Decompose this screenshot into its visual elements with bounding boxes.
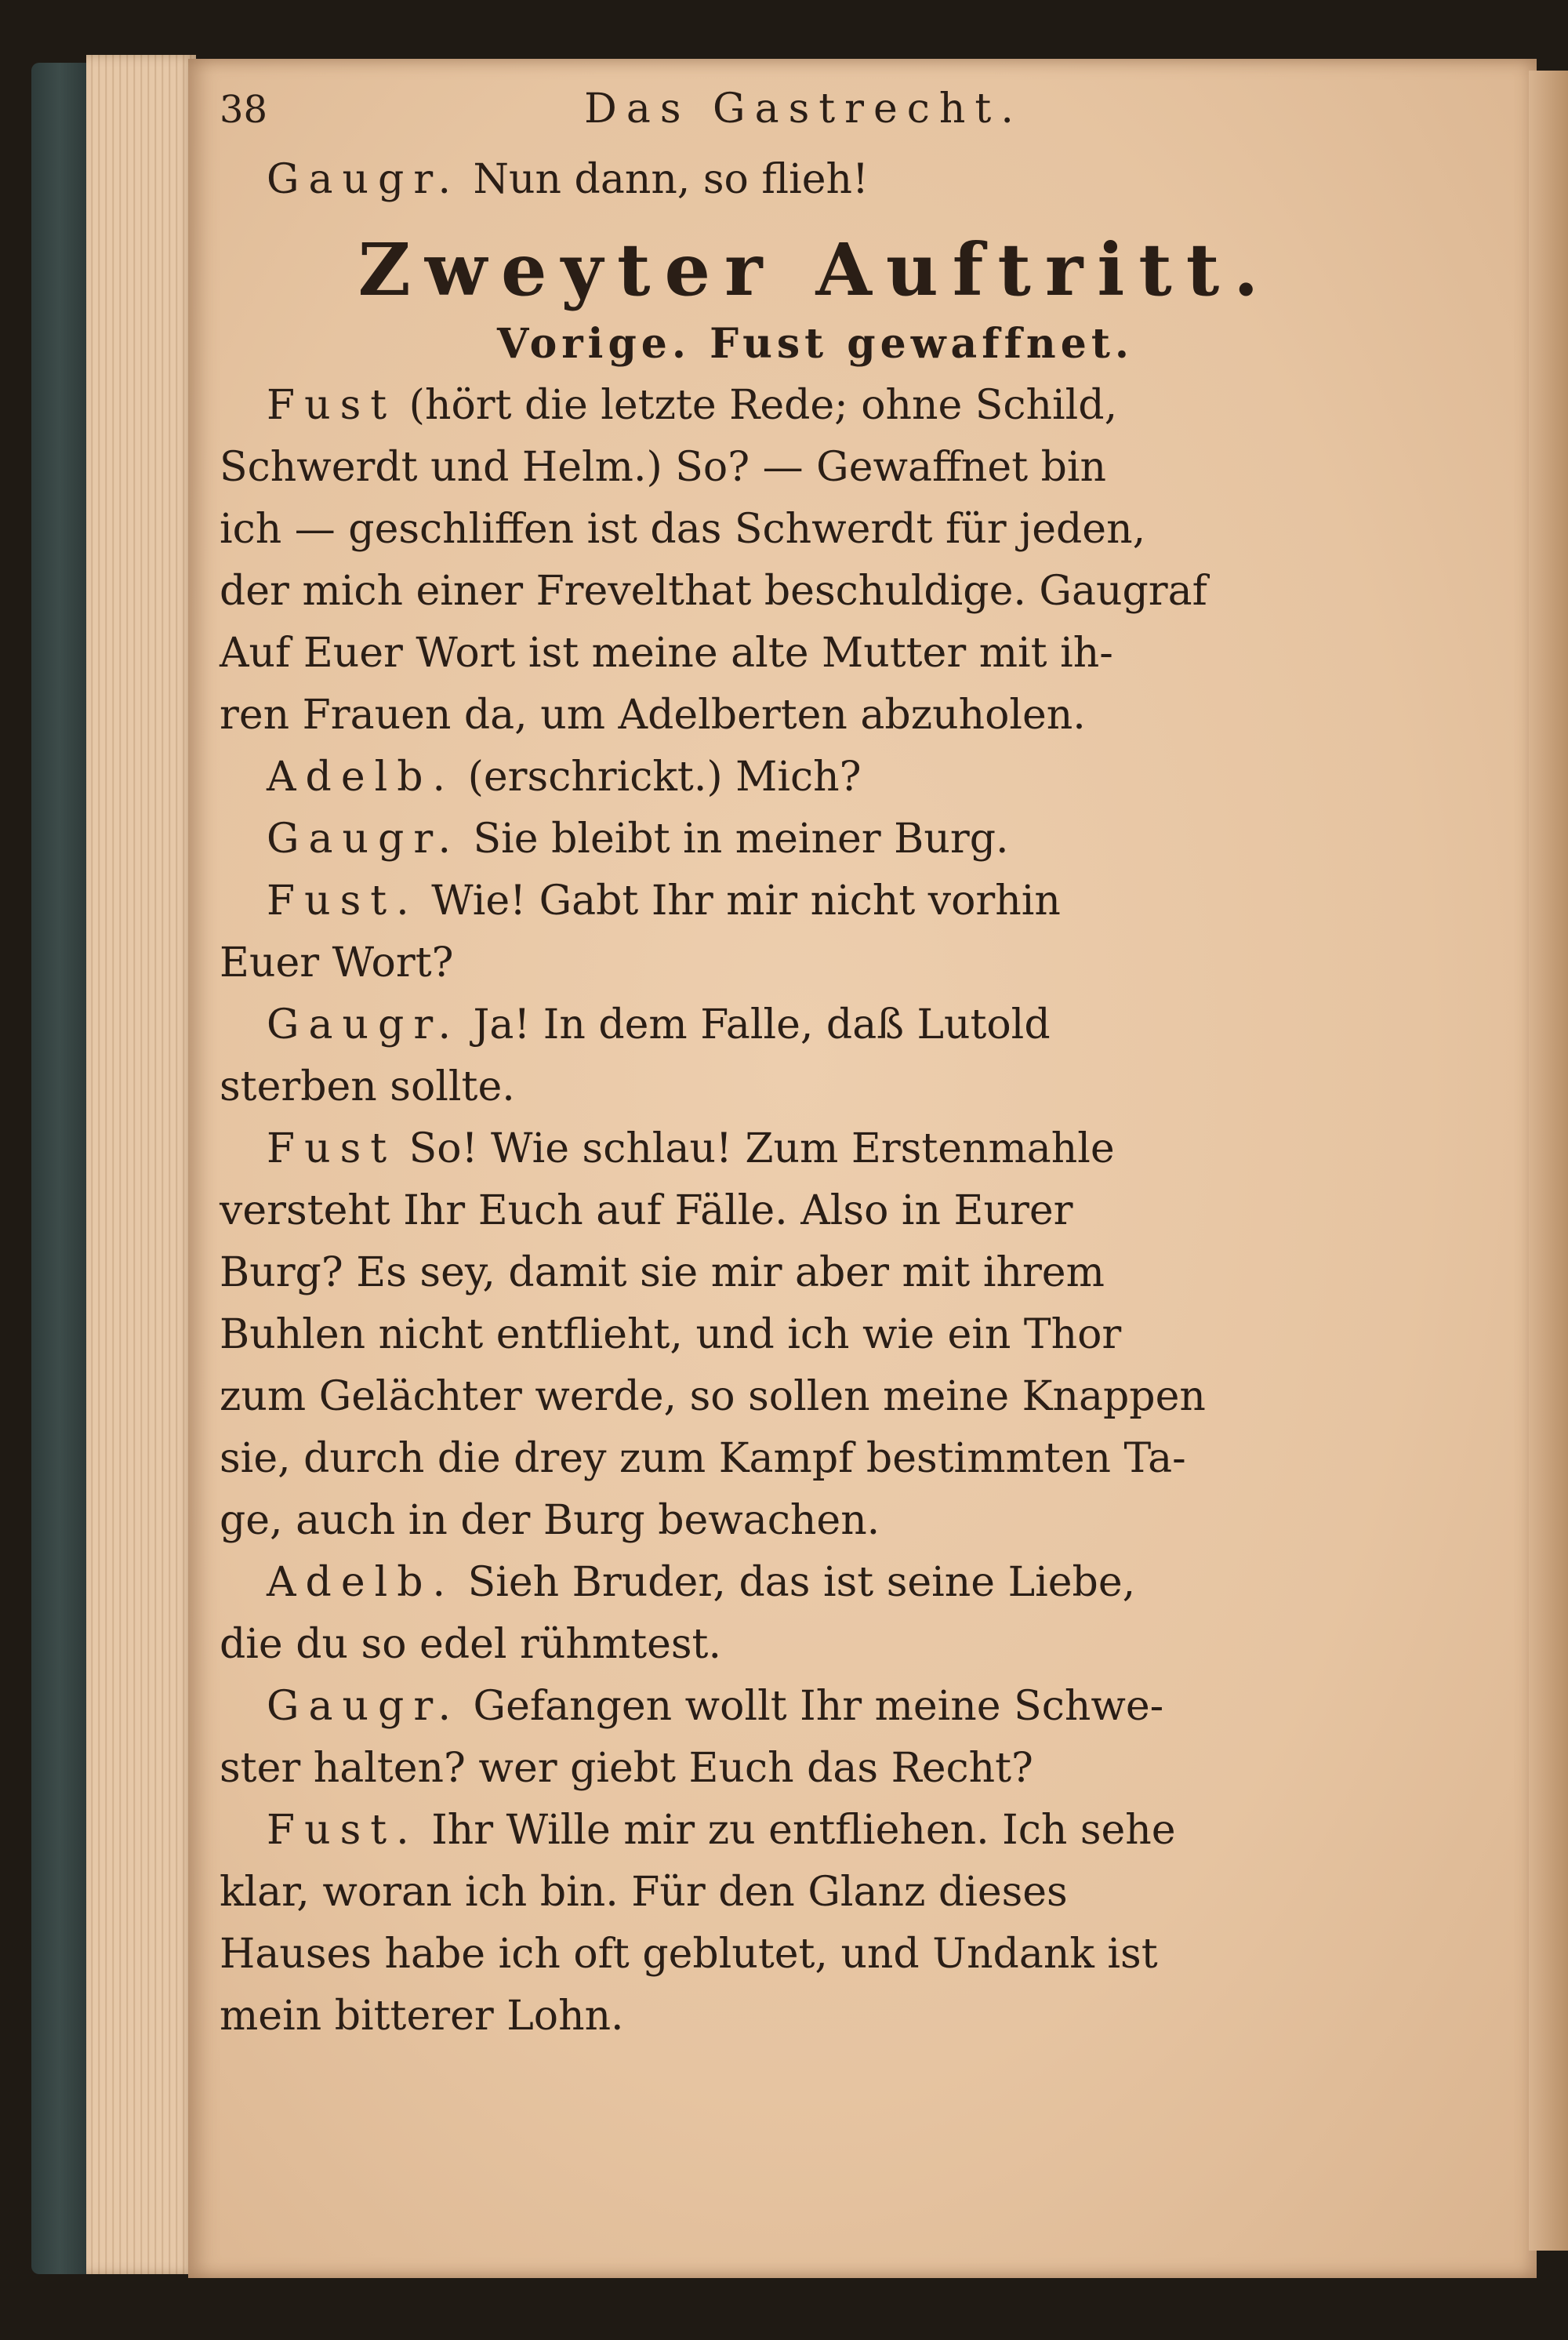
text-line: mein bitterer Lohn.	[220, 1993, 624, 2040]
text-line: Schwerdt und Helm.) So? — Gewaffnet bin	[220, 444, 1107, 491]
text-line	[220, 1676, 1411, 1738]
speaker-name: Fust.	[267, 878, 419, 925]
text-line	[220, 1552, 1411, 1614]
line-text: Gefangen wollt Ihr meine Schwe-	[460, 1683, 1164, 1730]
text-line: der mich einer Frevelthat beschuldige. Gaugraf	[220, 568, 1207, 615]
running-title: Das Gastrecht.	[584, 85, 1023, 133]
text-line: zum Gelächter werde, so sollen meine Knappen	[220, 1373, 1206, 1420]
line-text: (erschrickt.) Mich?	[455, 754, 862, 801]
line-text: Nun dann, so flieh!	[460, 156, 869, 203]
line-text: So! Wie schlau! Zum Erstenmahle	[396, 1125, 1115, 1172]
scene-heading: Zweyter Auftritt.	[358, 227, 1273, 312]
text-line: sie, durch die drey zum Kampf bestimmten Ta-	[220, 1435, 1186, 1482]
line-text: Sie bleibt in meiner Burg.	[460, 816, 1009, 863]
line-text: Wie! Gabt Ihr mir nicht vorhin	[418, 878, 1061, 925]
page-number: 38	[220, 88, 268, 132]
text-line	[220, 994, 1411, 1056]
text-line: versteht Ihr Euch auf Fälle. Also in Eurer	[220, 1187, 1073, 1234]
speaker-name: Gaugr.	[267, 1001, 460, 1048]
text-line: ren Frauen da, um Adelberten abzuholen.	[220, 692, 1086, 739]
text-line: ster halten? wer giebt Euch das Recht?	[220, 1745, 1033, 1792]
text-line: klar, woran ich bin. Für den Glanz dieses	[220, 1869, 1068, 1916]
facing-page-edge	[1529, 71, 1568, 2251]
speaker-name: Fust.	[267, 1807, 419, 1854]
text-line: ge, auch in der Burg bewachen.	[220, 1497, 880, 1544]
text-line: Buhlen nicht entflieht, und ich wie ein Thor	[220, 1311, 1122, 1358]
line-text: Ihr Wille mir zu entfliehen. Ich sehe	[418, 1807, 1176, 1854]
speaker-name: Fust	[267, 382, 397, 429]
text-line: ich — geschliffen ist das Schwerdt für jeden,	[220, 506, 1146, 553]
text-line: sterben sollte.	[220, 1063, 515, 1110]
line-text: Ja! In dem Falle, daß Lutold	[460, 1001, 1051, 1048]
speaker-name: Gaugr.	[267, 816, 460, 863]
text-line	[220, 375, 1411, 437]
text-line	[220, 1118, 1411, 1180]
page-text	[220, 78, 1411, 2048]
text-line	[220, 1800, 1411, 1862]
text-line	[220, 870, 1411, 932]
text-line: Hauses habe ich oft geblutet, und Undank ist	[220, 1931, 1158, 1978]
text-line	[220, 747, 1411, 808]
text-line	[220, 808, 1411, 870]
speaker-name: Gaugr.	[267, 1683, 460, 1730]
text-line: die du so edel rühmtest.	[220, 1621, 721, 1668]
speaker-name: Fust	[267, 1125, 397, 1172]
text-line: Burg? Es sey, damit sie mir aber mit ihrem	[220, 1249, 1105, 1296]
page-stack	[86, 55, 196, 2274]
text-line	[220, 149, 1411, 211]
line-text: Sieh Bruder, das ist seine Liebe,	[455, 1559, 1136, 1606]
speaker-name: Adelb.	[267, 1559, 456, 1606]
page-header	[220, 78, 1411, 141]
speaker-name: Gaugr.	[267, 156, 460, 203]
scene-characters: Vorige. Fust gewaffnet.	[497, 320, 1134, 368]
line-text: (hört die letzte Rede; ohne Schild,	[396, 382, 1118, 429]
text-line: Auf Euer Wort ist meine alte Mutter mit ih-	[220, 630, 1113, 677]
text-line: Euer Wort?	[220, 939, 454, 987]
speaker-name: Adelb.	[267, 754, 456, 801]
